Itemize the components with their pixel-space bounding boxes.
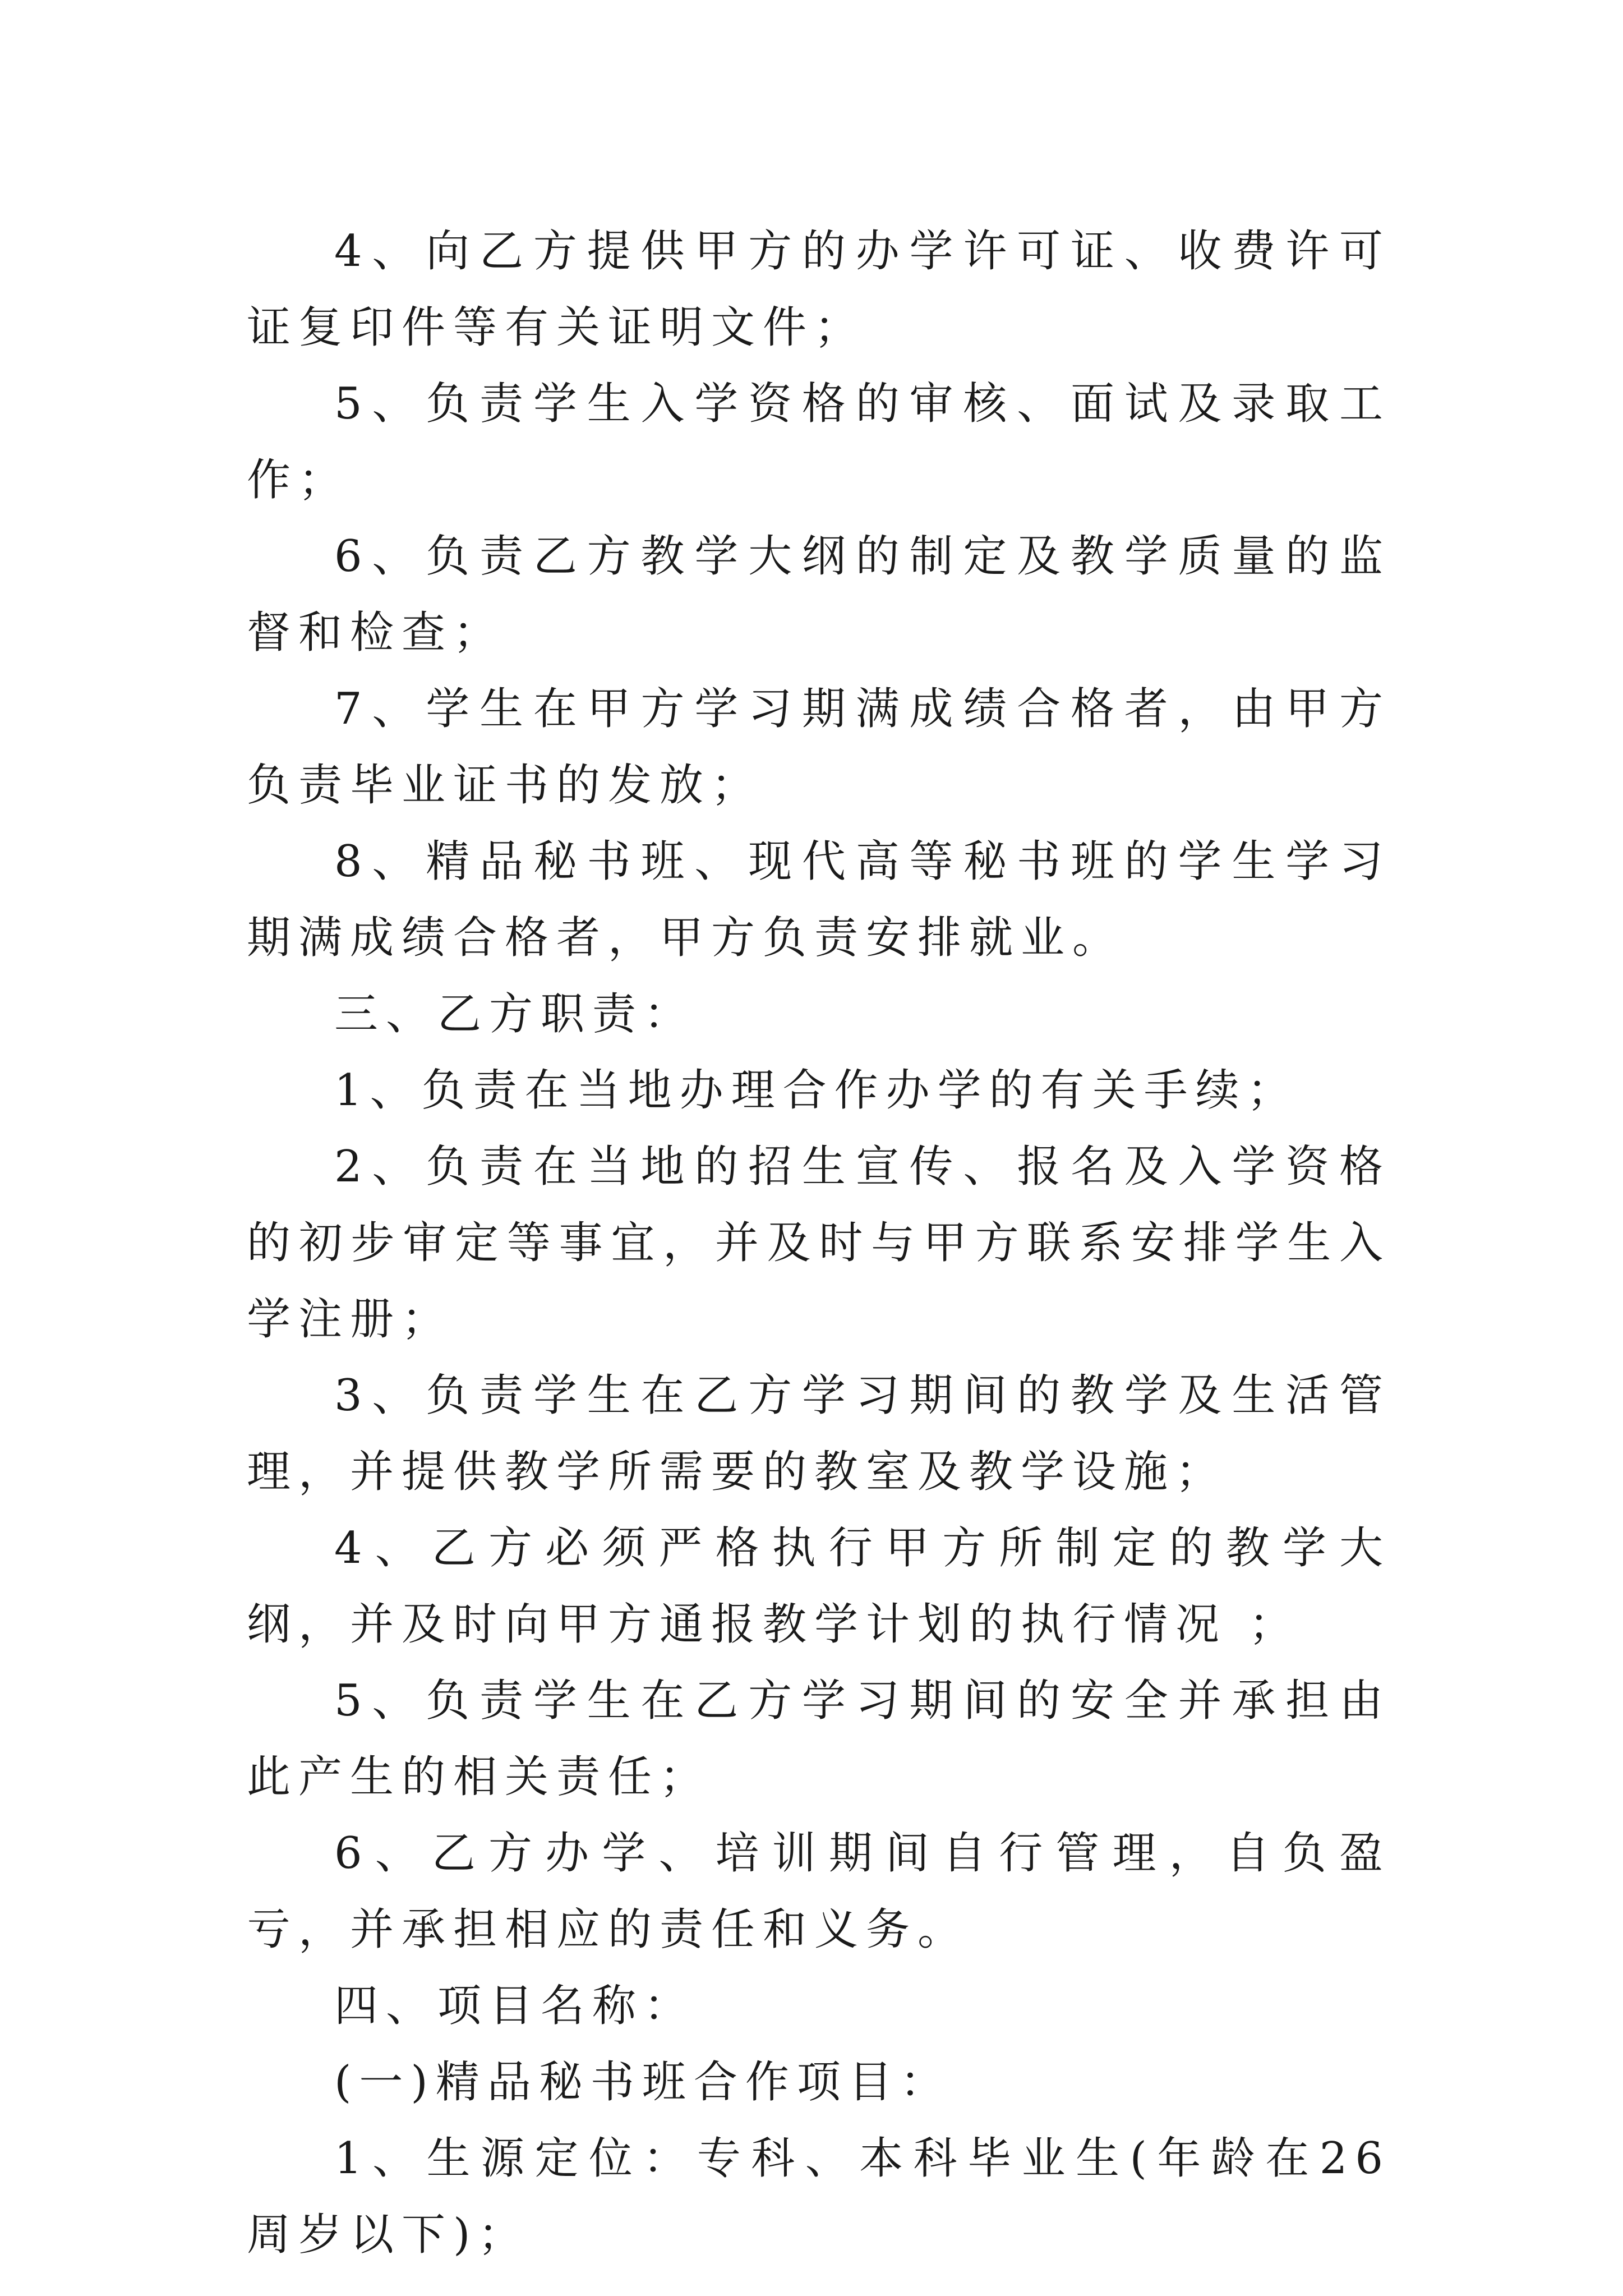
paragraph-a-8: 8、精品秘书班、现代高等秘书班的学生学习期满成绩合格者，甲方负责安排就业。 xyxy=(247,836,1391,963)
section-heading-3: 三、乙方职责： xyxy=(334,989,696,1039)
paragraph-a-5: 5、负责学生入学资格的审核、面试及录取工作； xyxy=(247,379,1391,505)
paragraph-b-3: 3、负责学生在乙方学习期间的教学及生活管理，并提供教学所需要的教室及教学设施； xyxy=(247,1370,1391,1497)
subsection-heading-1: (一)精品秘书班合作项目： xyxy=(334,2057,952,2108)
paragraph-b-4: 4、乙方必须严格执行甲方所制定的教学大纲，并及时向甲方通报教学计划的执行情况 ； xyxy=(247,1523,1391,1650)
paragraph-b-2: 2、负责在当地的招生宣传、报名及入学资格的初步审定等事宜，并及时与甲方联系安排学生入学注册； xyxy=(247,1142,1391,1345)
document-body xyxy=(247,213,1391,2273)
paragraph-b-6: 6、乙方办学、培训期间自行管理，自负盈亏，并承担相应的责任和义务。 xyxy=(247,1828,1391,1955)
paragraph-a-4: 4、向乙方提供甲方的办学许可证、收费许可证复印件等有关证明文件； xyxy=(247,226,1391,353)
paragraph-a-7: 7、学生在甲方学习期满成绩合格者，由甲方负责毕业证书的发放； xyxy=(247,684,1391,811)
paragraph-b-1: 1、负责在当地办理合作办学的有关手续； xyxy=(334,1065,1299,1116)
paragraph-b-5: 5、负责学生在乙方学习期间的安全并承担由此产生的相关责任； xyxy=(247,1676,1391,1802)
section-heading-4: 四、项目名称： xyxy=(334,1981,696,2031)
paragraph-c-1: 1、生源定位：专科、本科毕业生(年龄在26周岁以下)； xyxy=(247,2133,1391,2260)
paragraph-a-6: 6、负责乙方教学大纲的制定及教学质量的监督和检查； xyxy=(247,531,1391,658)
